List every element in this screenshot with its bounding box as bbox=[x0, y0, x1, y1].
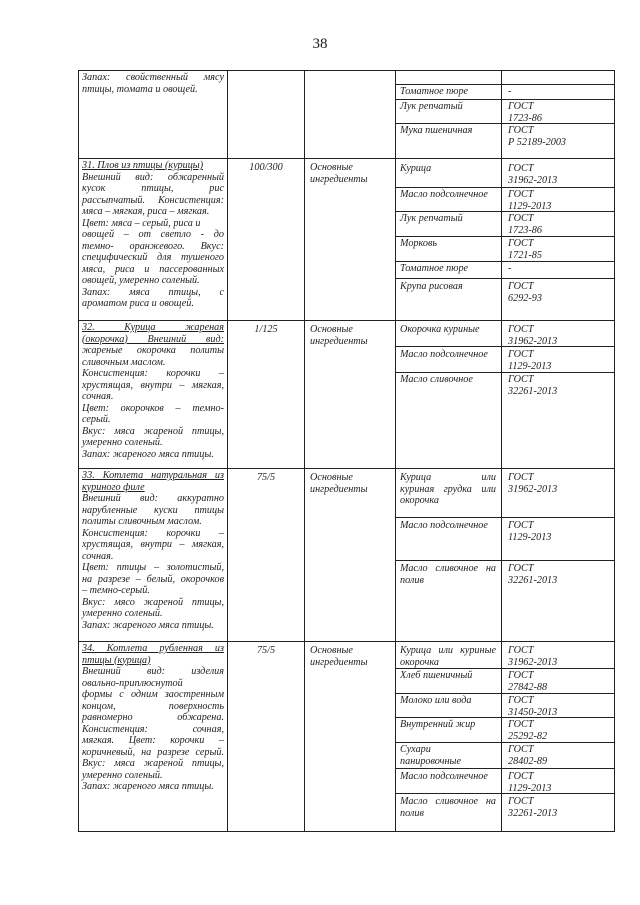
gost-standard: 32261-2013 bbox=[508, 807, 558, 819]
gost-standard: ГОСТ bbox=[508, 645, 534, 656]
gost-standard: ГОСТ bbox=[508, 349, 534, 360]
table-line bbox=[78, 641, 614, 642]
description-line: равномерно обжарена. bbox=[82, 712, 224, 723]
gost-standard: ГОСТ bbox=[508, 324, 534, 335]
description-line: (окорочка) Внешний вид: bbox=[82, 333, 224, 345]
yield-value: 100/300 bbox=[249, 162, 283, 173]
gost-standard: 1129-2013 bbox=[508, 360, 552, 372]
ingredient-name: Лук репчатый bbox=[400, 213, 463, 224]
description-line: овально-приплюснутой bbox=[82, 677, 183, 689]
gost-standard: 31450-2013 bbox=[508, 706, 558, 718]
description-line: Внешний вид: изделия bbox=[82, 666, 224, 677]
table-line bbox=[395, 99, 614, 100]
description-line: умеренно соленый. bbox=[82, 437, 163, 448]
gost-standard: ГОСТ bbox=[508, 281, 534, 292]
gost-standard: 1721-85 bbox=[508, 249, 542, 261]
gost-standard: 31962-2013 bbox=[508, 483, 558, 495]
description-line: Консистенция: сочная, bbox=[82, 723, 224, 735]
description-line: политы сливочным маслом. bbox=[82, 516, 202, 527]
gost-standard: 32261-2013 bbox=[508, 574, 558, 586]
ingredient-name: Молоко или вода bbox=[400, 695, 472, 706]
description-line: мяса, риса и пассерованных bbox=[82, 263, 224, 275]
description-line: серый. bbox=[82, 414, 111, 425]
table-line bbox=[78, 158, 614, 159]
description-line: мяса – мягкая, риса – мягкая. bbox=[82, 206, 210, 217]
description-line: жареные окорочка политы bbox=[82, 345, 224, 356]
table-line bbox=[227, 70, 228, 832]
description-line: Запах: свойственный мясу bbox=[82, 72, 224, 83]
recipe-title: 31. Плов из птицы (курицы) bbox=[82, 160, 204, 171]
recipe-title: 32. Курица жареная bbox=[82, 322, 224, 333]
gost-standard: 1723-86 bbox=[508, 112, 542, 124]
ingredient-name: Мука пшеничная bbox=[400, 125, 473, 136]
gost-standard: ГОСТ bbox=[508, 744, 534, 755]
description-line: коричневый, на разрезе серый. bbox=[82, 746, 224, 758]
description-line: Внешний вид: аккуратно bbox=[82, 493, 224, 504]
description-line: нарубленные куски птицы bbox=[82, 504, 224, 516]
table-line bbox=[395, 793, 614, 794]
description-line: овощей, умеренно соленый. bbox=[82, 275, 200, 286]
table-line bbox=[78, 831, 614, 832]
gost-standard: ГОСТ bbox=[508, 125, 534, 136]
table-line bbox=[78, 70, 614, 71]
ingredient-group-label: Основные bbox=[310, 162, 353, 173]
gost-standard: ГОСТ bbox=[508, 670, 534, 681]
ingredient-name: полив bbox=[400, 574, 424, 586]
table-line bbox=[395, 742, 614, 743]
description-line: Внешний вид: обжаренный bbox=[82, 171, 224, 183]
gost-standard: ГОСТ bbox=[508, 101, 534, 112]
description-line: – темно-серый. bbox=[82, 585, 150, 596]
gost-standard: - bbox=[508, 86, 512, 97]
ingredient-name: Курица или куриные bbox=[400, 645, 496, 656]
ingredient-name: Масло сливочное на bbox=[400, 796, 496, 807]
table-line bbox=[395, 693, 614, 694]
gost-standard: 31962-2013 bbox=[508, 335, 558, 347]
yield-value: 75/5 bbox=[256, 645, 276, 656]
gost-standard: 25292-82 bbox=[508, 730, 548, 742]
description-line: Запах: мяса птицы, с bbox=[82, 286, 224, 298]
ingredient-group-label: ингредиенты bbox=[310, 173, 368, 185]
gost-standard: 27842-88 bbox=[508, 681, 548, 693]
description-line: мягкая. Цвет: корочки – bbox=[82, 735, 224, 746]
ingredient-name: Лук репчатый bbox=[400, 101, 463, 112]
gost-standard: - bbox=[508, 263, 512, 274]
yield-value: 1/125 bbox=[254, 324, 278, 335]
ingredient-name: Морковь bbox=[400, 238, 438, 249]
table-line bbox=[78, 70, 79, 832]
description-line: сочная. bbox=[82, 391, 114, 402]
ingredient-name: Курица или bbox=[400, 472, 496, 483]
table-line bbox=[395, 668, 614, 669]
gost-standard: ГОСТ bbox=[508, 238, 534, 249]
ingredient-name: Масло подсолнечное bbox=[400, 349, 488, 360]
ingredient-name: панировочные bbox=[400, 755, 461, 767]
description-line: на разрезе – белый, окорочков bbox=[82, 573, 224, 585]
ingredient-group-label: ингредиенты bbox=[310, 483, 368, 495]
description-line: умеренно соленый. bbox=[82, 769, 163, 781]
table-line bbox=[395, 517, 614, 518]
description-line: Цвет: окорочков – темно- bbox=[82, 402, 224, 414]
table-line bbox=[395, 261, 614, 262]
ingredient-name: Окорочка куриные bbox=[400, 324, 480, 335]
ingredient-name: Масло подсолнечное bbox=[400, 520, 488, 531]
table-line bbox=[395, 560, 614, 561]
table-line bbox=[395, 211, 614, 212]
gost-standard: ГОСТ bbox=[508, 719, 534, 730]
description-line: формы с одним заостренным bbox=[82, 689, 224, 700]
yield-value: 75/5 bbox=[256, 472, 276, 483]
description-line: темно- оранжевого. Вкус: bbox=[82, 240, 224, 252]
description-line: хрустящая, внутри – мягкая, bbox=[82, 539, 224, 550]
gost-standard: ГОСТ bbox=[508, 472, 534, 483]
description-line: кусок птицы, рис bbox=[82, 183, 224, 194]
ingredient-group-label: Основные bbox=[310, 324, 353, 335]
ingredient-name: Крупа рисовая bbox=[400, 281, 463, 292]
ingredient-group-label: Основные bbox=[310, 472, 353, 483]
description-line: Запах: жареного мяса птицы. bbox=[82, 781, 214, 792]
description-line: Запах: жареного мяса птицы. bbox=[82, 619, 214, 631]
gost-standard: 1129-2013 bbox=[508, 200, 552, 212]
description-line: овощей – от светло - до bbox=[82, 229, 224, 240]
gost-standard: ГОСТ bbox=[508, 796, 534, 807]
table-line bbox=[395, 717, 614, 718]
gost-standard: 6292-93 bbox=[508, 292, 542, 304]
description-line: Вкус: мясо жареной птицы, bbox=[82, 596, 224, 608]
table-line bbox=[395, 123, 614, 124]
ingredient-group-label: ингредиенты bbox=[310, 656, 368, 668]
description-line: ароматом риса и овощей. bbox=[82, 298, 194, 309]
gost-standard: ГОСТ bbox=[508, 563, 534, 574]
description-line: куриного филе bbox=[82, 481, 145, 493]
gost-standard: ГОСТ bbox=[508, 374, 534, 385]
ingredient-name: куриная грудка или bbox=[400, 483, 496, 495]
description-line: специфический для тушеного bbox=[82, 252, 224, 263]
description-line: Вкус: мяса жареной птицы, bbox=[82, 425, 224, 437]
description-line: умеренно соленый. bbox=[82, 608, 163, 619]
gost-standard: ГОСТ bbox=[508, 189, 534, 200]
gost-standard: 31962-2013 bbox=[508, 174, 558, 186]
description-line: рассыпчатый. Консистенция: bbox=[82, 194, 224, 206]
description-line: сочная. bbox=[82, 550, 114, 562]
gost-standard: 32261-2013 bbox=[508, 385, 558, 397]
description-line: Цвет: мяса – серый, риса и bbox=[82, 217, 201, 229]
page-number: 38 bbox=[312, 36, 328, 52]
gost-standard: 1129-2013 bbox=[508, 531, 552, 543]
table-line bbox=[304, 70, 305, 832]
table-line bbox=[395, 187, 614, 188]
gost-standard: ГОСТ bbox=[508, 163, 534, 174]
gost-standard: ГОСТ bbox=[508, 520, 534, 531]
gost-standard: 31962-2013 bbox=[508, 656, 558, 668]
table-line bbox=[395, 346, 614, 347]
ingredient-name: Хлеб пшеничный bbox=[400, 670, 473, 681]
description-line: Консистенция: корочки – bbox=[82, 368, 224, 379]
ingredient-name: Курица bbox=[400, 163, 432, 174]
ingredient-name: окорочка bbox=[400, 656, 439, 668]
ingredient-group-label: Основные bbox=[310, 645, 353, 656]
gost-standard: ГОСТ bbox=[508, 213, 534, 224]
ingredient-name: полив bbox=[400, 807, 424, 819]
table-line bbox=[78, 320, 614, 321]
description-line: птицы (курица) bbox=[82, 654, 151, 666]
table-line bbox=[395, 278, 614, 279]
ingredient-name: Сухари bbox=[400, 744, 431, 755]
recipe-title: 34. Котлета рубленная из bbox=[82, 643, 224, 654]
ingredient-name: Масло подсолнечное bbox=[400, 189, 488, 200]
gost-standard: 28402-89 bbox=[508, 755, 548, 767]
gost-standard: Р 52189-2003 bbox=[508, 136, 567, 148]
table-line bbox=[395, 236, 614, 237]
description-line: Цвет: птицы – золотистый, bbox=[82, 562, 224, 573]
description-line: Консистенция: корочки – bbox=[82, 527, 224, 539]
description-line: сливочным маслом. bbox=[82, 356, 166, 368]
gost-standard: ГОСТ bbox=[508, 695, 534, 706]
ingredient-name: Томатное пюре bbox=[400, 86, 469, 97]
table-line bbox=[395, 768, 614, 769]
table-line bbox=[395, 372, 614, 373]
gost-standard: 1129-2013 bbox=[508, 782, 552, 794]
description-line: Запах: жареного мяса птицы. bbox=[82, 448, 214, 460]
description-line: птицы, томата и овощей. bbox=[82, 83, 198, 95]
ingredient-group-label: ингредиенты bbox=[310, 335, 368, 347]
ingredient-name: Масло сливочное bbox=[400, 374, 473, 385]
recipe-title: 33. Котлета натуральная из bbox=[82, 470, 224, 481]
ingredient-name: Масло подсолнечное bbox=[400, 771, 488, 782]
table-line bbox=[614, 70, 615, 832]
ingredient-name: окорочка bbox=[400, 495, 439, 506]
gost-standard: 1723-86 bbox=[508, 224, 542, 236]
table-line bbox=[78, 468, 614, 469]
ingredient-name: Масло сливочное на bbox=[400, 563, 496, 574]
ingredient-name: Томатное пюре bbox=[400, 263, 469, 274]
description-line: Вкус: мяса жареной птицы, bbox=[82, 758, 224, 769]
ingredient-name: Внутренний жир bbox=[400, 719, 476, 730]
description-line: концом, поверхность bbox=[82, 700, 224, 712]
table-line bbox=[395, 84, 614, 85]
gost-standard: ГОСТ bbox=[508, 771, 534, 782]
description-line: хрустящая, внутри – мягкая, bbox=[82, 379, 224, 391]
